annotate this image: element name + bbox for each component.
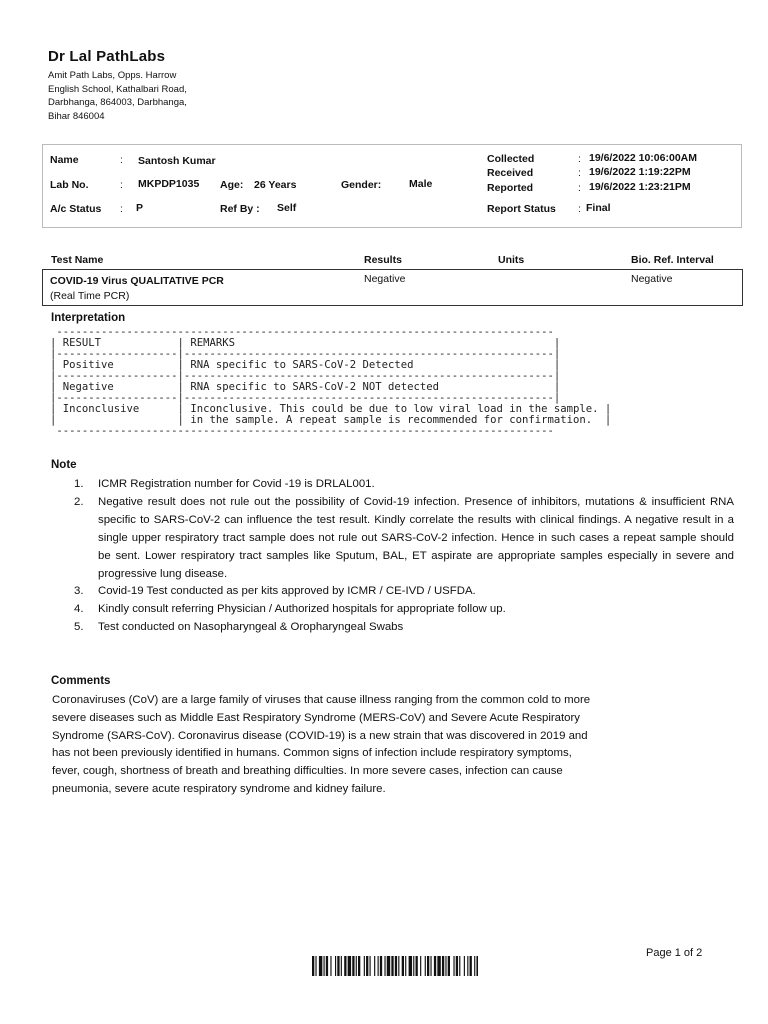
- labno-label: Lab No.: [50, 179, 89, 191]
- address-line: Darbhanga, 864003, Darbhanga,: [48, 97, 187, 109]
- comments-line: pneumonia, severe acute respiratory syndrome and kidney failure.: [52, 782, 386, 795]
- colon: :: [120, 203, 123, 215]
- note-item: [74, 583, 734, 601]
- col-header-units: Units: [498, 254, 525, 266]
- comments-body: [52, 692, 662, 799]
- note-number: 4.: [74, 603, 84, 616]
- collected-label: Collected: [487, 153, 535, 165]
- comments-title: Comments: [51, 675, 111, 687]
- lab-number: MKPDP1035: [138, 178, 200, 190]
- address-line: English School, Kathalbari Road,: [48, 83, 187, 95]
- note-item: [74, 476, 734, 494]
- colon: :: [578, 153, 581, 165]
- gender-label: Gender:: [341, 179, 382, 191]
- test-result: Negative: [364, 273, 406, 285]
- note-list: [74, 476, 734, 637]
- age-value: 26 Years: [254, 179, 297, 191]
- note-text: Test conducted on Nasopharyngeal & Oropharyngeal Swabs: [98, 621, 404, 634]
- note-text: ICMR Registration number for Covid -19 is DRLAL001.: [98, 478, 375, 490]
- barcode-icon: [312, 956, 478, 976]
- note-text: Covid-19 Test conducted as per kits approved by ICMR / CE-IVD / USFDA.: [98, 585, 476, 598]
- report-status-value: Final: [586, 202, 611, 214]
- ref-by-label: Ref By :: [220, 203, 260, 215]
- comments-line: fever, cough, shortness of breath and breathing difficulties. In more severe cases, infection can cause: [52, 765, 563, 778]
- note-item: [74, 601, 734, 619]
- comments-line: severe diseases such as Middle East Respiratory Syndrome (MERS-CoV) and Severe Acute Respiratory: [52, 711, 580, 724]
- page-number: Page 1 of 2: [646, 947, 703, 959]
- ac-status-value: P: [136, 202, 144, 214]
- report-status-label: Report Status: [487, 203, 556, 215]
- interpretation-title: Interpretation: [51, 312, 126, 324]
- received-value: 19/6/2022 1:19:22PM: [589, 166, 691, 178]
- reported-value: 19/6/2022 1:23:21PM: [589, 181, 691, 193]
- patient-name: Santosh Kumar: [138, 155, 216, 167]
- lab-name: Dr Lal PathLabs: [48, 48, 166, 65]
- note-text: Kindly consult referring Physician / Authorized hospitals for appropriate follow up.: [98, 603, 506, 616]
- reported-label: Reported: [487, 182, 534, 194]
- received-label: Received: [487, 167, 534, 179]
- col-header-bio-ref: Bio. Ref. Interval: [631, 254, 714, 266]
- note-item: [74, 494, 734, 584]
- note-number: 3.: [74, 585, 84, 598]
- ref-by-value: Self: [277, 202, 297, 214]
- lab-address: [48, 69, 248, 123]
- interpretation-table: ------------------------------------------------------------------------------ | RESULT | REMARKS | |-------------------|----------------------------------------------------------| | Positive | RNA specific to SARS-CoV-2 Detected | |-------------------|----------------------------------------------------------| | Negative | RNA specific to SARS-CoV-2 NOT detected | |-------------------|----------------------------------------------------------| | Inconclusive | Inconclusive. This could be due to low viral load in the sample. | | | in the sample. A repeat sample is recommended for confirmation. | ------------------------------------------------------------------------------: [50, 326, 612, 437]
- note-number: 1.: [74, 478, 84, 490]
- gender-value: Male: [409, 178, 433, 190]
- colon: :: [120, 154, 123, 166]
- test-result-row: [42, 269, 743, 306]
- colon: :: [120, 179, 123, 191]
- test-method: (Real Time PCR): [50, 290, 130, 302]
- comments-line: Syndrome (SARS-CoV). Coronavirus disease (COVID-19) is a new strain that was discovered in 2019 and: [52, 729, 588, 742]
- note-item: [74, 619, 734, 637]
- address-line: Bihar 846004: [48, 110, 105, 122]
- patient-details-box: [42, 144, 742, 228]
- comments-line: has not been previously identified in humans. Common signs of infection include respiratory symptoms,: [52, 747, 572, 760]
- name-label: Name: [50, 154, 79, 166]
- note-text: Negative result does not rule out the possibility of Covid-19 infection. Presence of inhibitors, mutations & insufficient RNA specific to SARS-CoV-2 can influence the test result. Kindly correlate the results with clinical findings. A negative result in a single upper respiratory tract sample does not rule out SARS-CoV-2 infection. Hence in such cases a repeat sample should be sent. Lower respiratory tract samples like Sputum, BAL, ET aspirate are appropriate samples especially in severe and progressive lung disease.: [98, 495, 734, 580]
- note-number: 2.: [74, 495, 84, 508]
- test-name: COVID-19 Virus QUALITATIVE PCR: [50, 275, 224, 287]
- address-line: Amit Path Labs, Opps. Harrow: [48, 70, 177, 81]
- colon: :: [578, 167, 581, 179]
- age-label: Age:: [220, 179, 244, 191]
- test-bio-ref: Negative: [631, 273, 673, 285]
- colon: :: [578, 182, 581, 194]
- collected-value: 19/6/2022 10:06:00AM: [589, 152, 697, 164]
- col-header-results: Results: [364, 254, 402, 266]
- col-header-test-name: Test Name: [51, 254, 104, 266]
- colon: :: [578, 203, 581, 215]
- note-title: Note: [51, 459, 77, 471]
- ac-status-label: A/c Status: [50, 203, 102, 215]
- note-number: 5.: [74, 621, 84, 634]
- comments-line: Coronaviruses (CoV) are a large family of viruses that cause illness ranging from the common cold to more: [52, 694, 591, 706]
